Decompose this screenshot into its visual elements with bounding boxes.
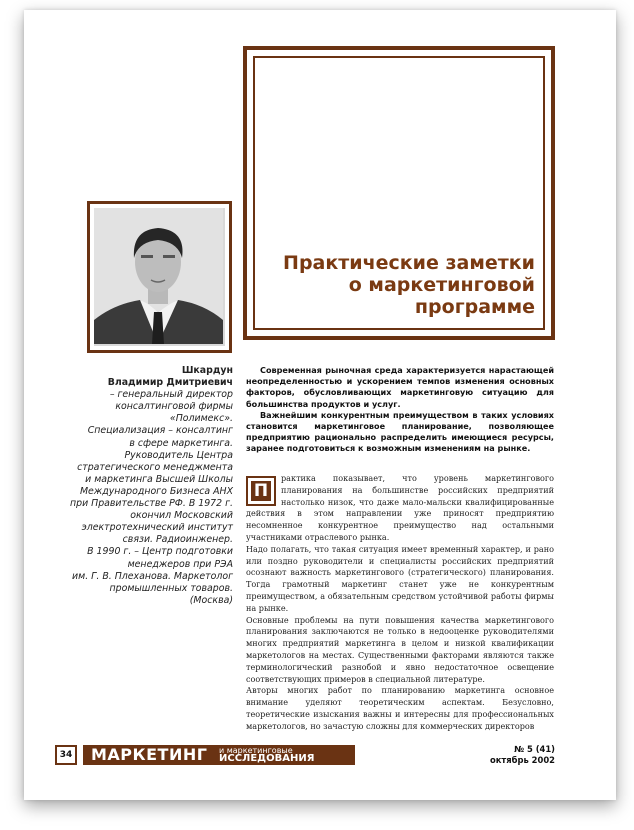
logo-sub-text-1: и маркетинговые xyxy=(219,746,293,755)
author-description xyxy=(55,389,233,607)
bio-line: им. Г. В. Плеханова. Маркетолог xyxy=(72,570,233,582)
first-paragraph-text: рактика показывает, что уровень маркетингового планирования на большинстве российских предприятий настолько низок, что даже мало-мальски квалифицированные действия в этом направлении уже приносят предприятию несомненное конкурентное преимущество над остальными участниками отраслевого рынка. xyxy=(246,473,554,542)
bio-line: Международного Бизнеса АНХ xyxy=(79,485,233,497)
article-title-line: Практические заметки xyxy=(283,252,535,274)
author-photo-frame xyxy=(87,201,232,353)
dropcap-letter: П xyxy=(251,481,271,501)
bio-line: стратегического менеджмента xyxy=(77,461,233,473)
article-title xyxy=(283,252,535,318)
bio-line: консалтинговой фирмы xyxy=(115,401,233,413)
logo-sub-text-2: ИССЛЕДОВАНИЯ xyxy=(219,753,315,764)
logo-main-text: МАРКЕТИНГ xyxy=(91,745,208,764)
bio-line: менеджеров при РЭА xyxy=(127,558,233,570)
article-title-line: программе xyxy=(414,296,535,318)
body-paragraph: Авторы многих работ по планированию маркетинга основное внимание уделяют теоретическим аспектам. Безусловно, теоретические изыскания важны и интересны для профессиональных маркетологов, но зачастую сложны для коммерческих директоров xyxy=(246,685,554,731)
title-frame xyxy=(243,46,555,340)
body-paragraph xyxy=(246,473,554,544)
bio-line: – генеральный директор xyxy=(109,389,233,401)
page-number: 34 xyxy=(55,745,77,765)
dropcap-box xyxy=(246,476,276,506)
author-photo xyxy=(94,208,225,346)
page-footer xyxy=(55,743,555,769)
issue-number: № 5 (41) xyxy=(513,744,555,754)
body-paragraph: Надо полагать, что такая ситуация имеет временный характер, и рано или поздно руководители и специалисты российских предприятий осознают важность маркетингового (стратегического) планирования. Тогда грамотный маркетинг станет уже не конкурентным преимуществом, а обязательным средством устойчивой работы фирмы на рынке. xyxy=(246,543,554,613)
bio-line: связи. Радиоинженер. xyxy=(122,534,233,546)
article-lead xyxy=(246,365,554,455)
issue-date: октябрь 2002 xyxy=(489,754,555,765)
issue-info xyxy=(490,744,555,765)
bio-line: и маркетинга Высшей Школы xyxy=(85,473,233,485)
bio-line: Руководитель Центра xyxy=(124,449,233,461)
bio-line: электротехнический институт xyxy=(81,522,233,534)
magazine-logo xyxy=(83,745,355,765)
lead-paragraph: Важнейшим конкурентным преимуществом в таких условиях становится маркетинговое планирование, позволяющее предприятию рационально распределить имеющиеся ресурсы, заранее подготовиться к возможным изменениям на рынке. xyxy=(246,409,554,454)
bio-line: при Правительстве РФ. В 1972 г. xyxy=(70,498,233,510)
article-title-line: о маркетинговой xyxy=(348,274,535,296)
author-surname: Шкардун xyxy=(181,365,233,376)
bio-line: Специализация – консалтинг xyxy=(87,425,233,437)
bio-line: промышленных товаров. xyxy=(109,582,233,594)
bio-line: В 1990 г. – Центр подготовки xyxy=(87,546,233,558)
bio-line: (Москва) xyxy=(189,594,233,606)
lead-paragraph: Современная рыночная среда характеризуется нарастающей неопределенностью и ускорением темпов изменения основных факторов, обусловливающих маркетинговую ситуацию для большинства продуктов и услуг. xyxy=(246,365,554,409)
title-frame-inner xyxy=(253,56,545,330)
magazine-page xyxy=(24,10,616,800)
bio-line: «Полимекс». xyxy=(169,413,233,425)
author-given-names: Владимир Дмитриевич xyxy=(107,377,233,389)
article-body xyxy=(246,473,554,733)
bio-line: окончил Московский xyxy=(130,510,233,522)
bio-line: в сфере маркетинга. xyxy=(129,437,233,449)
author-portrait-image xyxy=(94,208,223,344)
body-paragraph: Основные проблемы на пути повышения качества маркетингового планирования заключаются не только в недооценке руководителями многих предприятий маркетинга в целом и низкой квалификации маркетологов на местах. Существенными факторами являются также терминологический разнобой и явно недостаточное освещение соответствующих примеров в специальной литературе. xyxy=(246,614,554,684)
author-bio xyxy=(55,365,233,607)
